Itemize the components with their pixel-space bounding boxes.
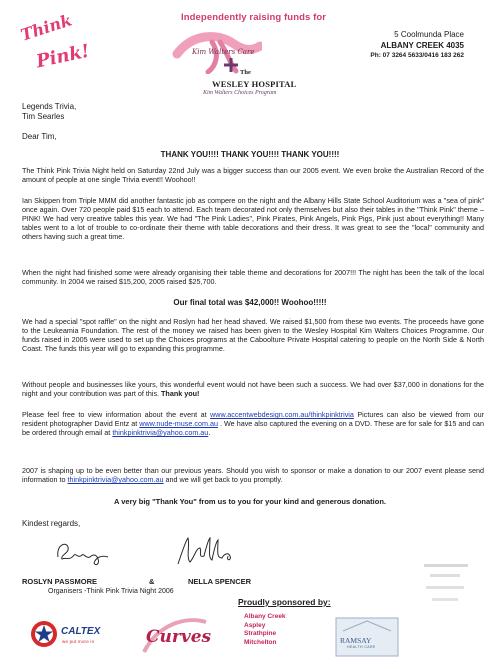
signature-nella [172, 534, 236, 568]
location-mitchelton: Mitchelton [244, 638, 277, 646]
location-strathpine: Strathpine [244, 630, 277, 638]
scan-artifact [416, 560, 476, 612]
address-street: 5 Coolmunda Place [394, 30, 464, 39]
paragraph-event-summary: The Think Pink Trivia Night held on Saturday 22nd July was a bigger success than our 2005 event. We even broke the Australian Record of the amount of people at one single Trivia event!! Woohoo!! [22, 166, 484, 184]
location-albany-creek: Albany Creek [244, 613, 286, 620]
donors-text: Without people and businesses like yours, this wonderful event would not have been such a success. We had over $37,000 in donations for the night and your contribution was part of this. [22, 380, 484, 398]
address-phone: Ph: 07 3264 5633/0416 183 262 [370, 52, 464, 59]
sponsor-caltex: CALTEX [61, 626, 101, 637]
curves-locations [244, 613, 286, 647]
thank-you-line: A very big "Thank You" from us to you for your kind and generous donation. [114, 497, 386, 506]
caltex-tagline: we put more in [62, 639, 95, 644]
logo-line1: Think [18, 10, 74, 45]
links-text-4: . [208, 428, 211, 437]
links-text-3: . We have also captured the evening on a DVD. These are for sale for $15 and can be ordered through email at [22, 419, 484, 437]
hospital-cross-icon [224, 58, 238, 72]
sponsor-invite-text: 2007 is shaping up to be even better than our previous years. Should you wish to sponsor or make a donation to our 2007 event please send information to [22, 466, 484, 484]
paragraph-past-totals: When the night had finished some were already organising their table theme and decorations for 2007!!! The night has been the talk of the local community. In 2004 we raised $15,200, 2005 raised $25,700. [22, 268, 484, 286]
paragraph-night-details: Ian Skippen from Triple MMM did another fantastic job as compere on the night and the Albany Hills State School Auditorium was a "sea of pink" once again. Over 720 people paid $15 each to attend. Each team decorated not only themselves but also their tables in the "Think Pink" theme – PINK! We had very creative tables this year. We had "The Pink Ladies", Pink Pirates, Pink Angels, Pink Pigs, Pink just about everything!! Many tables went to a lot of trouble to co-ordinate their theme with table decorations and their dress. It was great to see the "local" community and others having such a great time. [22, 196, 484, 241]
signer-nella: NELLA SPENCER [188, 577, 252, 586]
paragraph-2007 [22, 466, 484, 484]
sender-address [348, 30, 464, 62]
thanks-heading: THANK YOU!!!! THANK YOU!!!! THANK YOU!!!! [160, 150, 340, 159]
salutation: Dear Tim, [22, 132, 57, 141]
logo-line2: Pink! [34, 40, 92, 73]
signer-roslyn: ROSLYN PASSMORE [22, 577, 98, 586]
ramsay-subtitle: HEALTH CARE [347, 645, 376, 649]
signer-names [22, 577, 252, 586]
links-text-2: Pictures can also be viewed from our resident photographer David Entz at [22, 410, 484, 428]
recipient-block [22, 102, 76, 122]
recipient-person: Tim Searles [22, 112, 65, 121]
location-aspley: Aspley [244, 621, 266, 629]
donors-thank-you: Thank you! [161, 389, 200, 398]
signature-roslyn [52, 537, 122, 567]
organisers-line: Organisers -Think Pink Trivia Night 2006 [48, 588, 174, 595]
paragraph-raffle: We had a special "spot raffle" on the night and Roslyn had her head shaved. We raised $1,500 from these two events. The proceeds have gone to the Leukeamia Foundation. The rest of the money we raised has been given to the Wesley Hospital Kim Walters Choices Programme. Our funds raised in 2005 were used to set up the Choices programs at the Caboolture Private Hospital catering to people on the North Side & North Coast. The funds this year will go to expanding this programme. [22, 317, 484, 353]
caltex-star-icon [30, 620, 58, 648]
paragraph-thanks-donors [22, 380, 484, 398]
sponsor-invite-text-2: and we will get back to you promptly. [163, 475, 283, 484]
sponsored-heading: Proudly sponsored by: [238, 597, 331, 607]
closing: Kindest regards, [22, 519, 81, 528]
fundraising-tagline: Independently raising funds for [181, 12, 327, 23]
address-suburb: ALBANY CREEK 4035 [380, 40, 464, 50]
sponsor-curves: Curves [146, 627, 212, 647]
hospital-program: Kim Walters Choices Program [203, 90, 277, 96]
sponsor-ramsay: RAMSAY [340, 636, 372, 645]
sponsor-email-link[interactable]: thinkpinktrivia@yahoo.com.au [67, 475, 164, 484]
hospital-name: WESLEY HOSPITAL [212, 79, 297, 89]
hospital-the: The [240, 69, 251, 76]
signer-ampersand: & [149, 577, 155, 586]
links-text-1: Please feel free to view information about the event at [22, 410, 211, 419]
recipient-org: Legends Trivia, [22, 102, 77, 111]
dvd-email-link[interactable]: thinkpinktrivia@yahoo.com.au [112, 428, 209, 437]
ribbon-text: Kim Walters Care [192, 48, 255, 56]
think-pink-logo [18, 10, 92, 78]
pink-ribbon-icon [172, 24, 262, 74]
final-total: Our final total was $42,000!! Woohoo!!!!! [173, 298, 327, 307]
event-website-link[interactable]: www.accentwebdesign.com.au/thinkpinktrivia [210, 410, 354, 419]
photographer-link[interactable]: www.nude-muse.com.au [139, 419, 218, 428]
paragraph-links [22, 410, 484, 437]
